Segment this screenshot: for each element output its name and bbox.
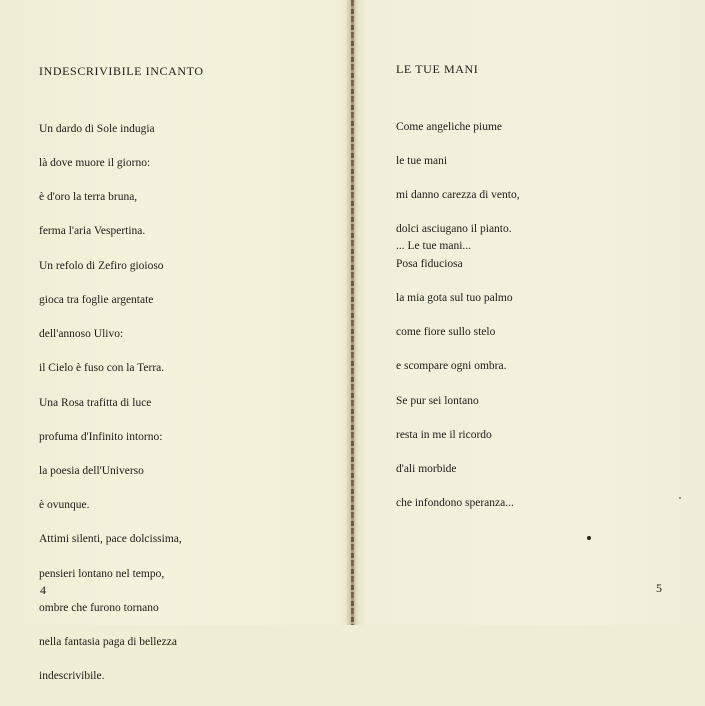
poem-line: è ovunque. [39,499,90,512]
poem-line: d'ali morbide [396,463,457,475]
poem-title: INDESCRIVIBILE INCANTO [39,64,204,78]
poem-line: il Cielo è fuso con la Terra. [39,362,165,375]
poem-line: ombre che furono tornano [39,601,159,614]
poem-line: è d'oro la terra bruna, [39,191,138,204]
poem-line: la poesia dell'Universo [39,465,144,477]
binding-thread [351,0,354,625]
poem-line: e scompare ogni ombra. [396,360,507,373]
poem-line: gioca tra foglie argentate [39,293,154,306]
poem-ending: ... Le tue mani... [396,240,472,252]
poem-line: nella fantasia paga di bellezza [39,636,177,649]
poem-line: Un refolo di Zefiro gioioso [39,259,164,272]
poem-line: indescrivibile. [39,670,105,683]
poem-line: dolci asciugano il pianto. [396,223,512,236]
poem-line: le tue mani [396,155,448,168]
poem-line: ferma l'aria Vespertina. [39,225,146,238]
poem-line: Attimi silenti, pace dolcissima, [39,533,182,546]
poem-title: LE TUE MANI [396,62,479,76]
poem-line: Se pur sei lontano [396,394,479,407]
poem-line: pensieri lontano nel tempo, [39,567,165,580]
poem-line: Come angeliche piume [396,120,503,133]
poem-line: resta in me il ricordo [396,428,492,441]
paper-speck [679,497,681,499]
poem-line: come fiore sullo stelo [396,326,496,339]
poem-line: la mia gota sul tuo palmo [396,291,513,304]
poem-line: che infondono speranza... [396,497,514,510]
poem-line: Un dardo di Sole indugia [39,122,155,135]
poem-body [39,101,182,706]
poem-line: Una Rosa trafitta di luce [39,396,152,409]
poem-body [396,99,520,532]
paper-speck [587,536,591,540]
poem-line: dell'annoso Ulivo: [39,328,124,341]
poem-line: Posa fiduciosa [396,257,463,270]
poem-line: mi danno carezza di vento, [396,189,520,202]
page-number: 4 [40,583,46,597]
poem-line: profuma d'Infinito intorno: [39,430,163,443]
right-page [356,0,705,625]
poem-line: là dove muore il giorno: [39,157,151,170]
page-number: 5 [656,581,662,595]
left-page [0,0,350,683]
